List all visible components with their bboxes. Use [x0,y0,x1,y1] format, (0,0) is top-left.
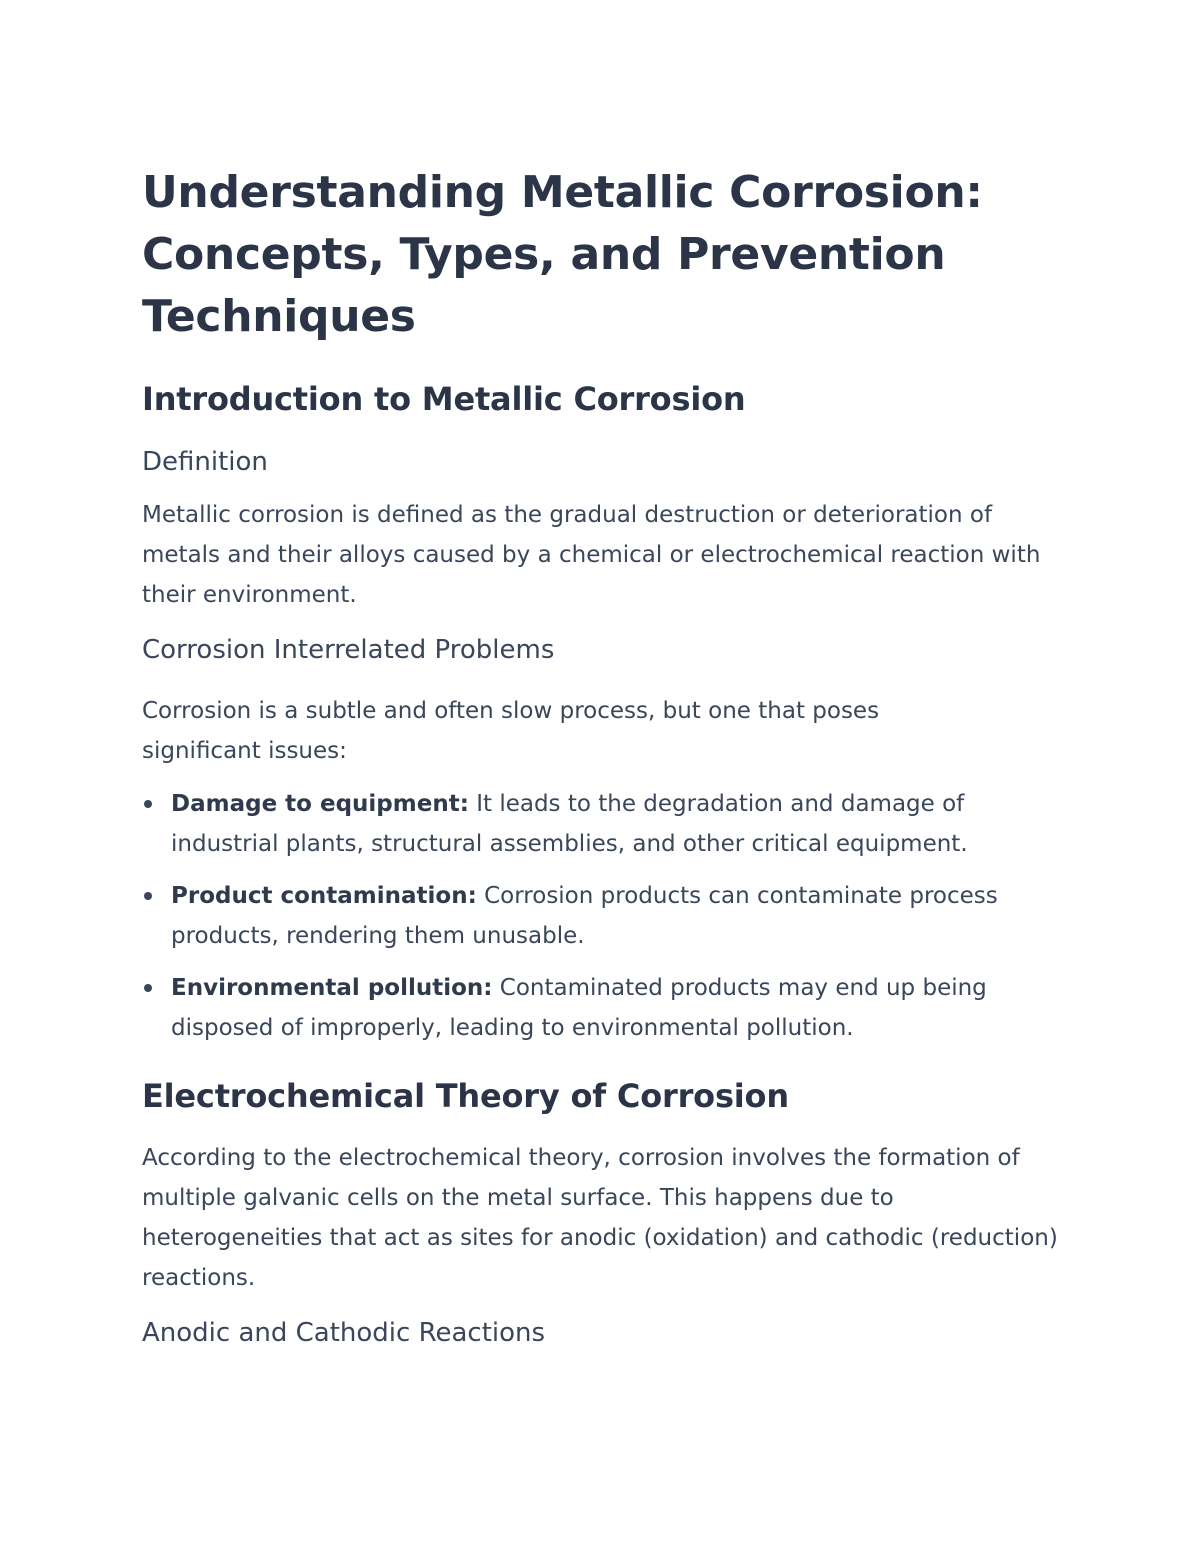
list-item-term: Environmental pollution: [171,975,493,1001]
subheading-definition: Definition [142,447,268,477]
section-heading-introduction: Introduction to Metallic Corrosion [142,380,746,418]
list-item-text: It leads to the degradation and damage of industrial plants, structural assemblies, and other critical equipment. [171,791,968,857]
list-item-term: Damage to equipment: [171,791,469,817]
bullet-icon [144,892,152,900]
subheading-problems: Corrosion Interrelated Problems [142,635,555,665]
list-item [142,968,1062,1048]
definition-paragraph: Metallic corrosion is defined as the gradual destruction or deterioration of metals and their alloys caused by a chemical or electrochemical reaction with their environment. [142,502,1041,608]
bullet-icon [144,800,152,808]
subheading-reactions: Anodic and Cathodic Reactions [142,1318,546,1348]
list-item-text: Contaminated products may end up being disposed of improperly, leading to environmental pollution. [171,975,987,1041]
problems-paragraph: Corrosion is a subtle and often slow process, but one that poses significant issues: [142,698,880,764]
issues-list [142,784,1062,1048]
bullet-icon [144,984,152,992]
document-title: Understanding Metallic Corrosion: Concepts, Types, and Prevention Techniques [142,167,983,342]
theory-paragraph: According to the electrochemical theory, corrosion involves the formation of multiple galvanic cells on the metal surface. This happens due to heterogeneities that act as sites for anodic (oxidation) and cathodic (reduction) reactions. [142,1145,1058,1291]
list-item [142,784,1062,864]
list-item [142,876,1062,956]
list-item-term: Product contamination: [171,883,477,909]
document-page [142,162,1062,1351]
section-heading-theory: Electrochemical Theory of Corrosion [142,1077,789,1115]
list-item-text: Corrosion products can contaminate process products, rendering them unusable. [171,883,998,949]
